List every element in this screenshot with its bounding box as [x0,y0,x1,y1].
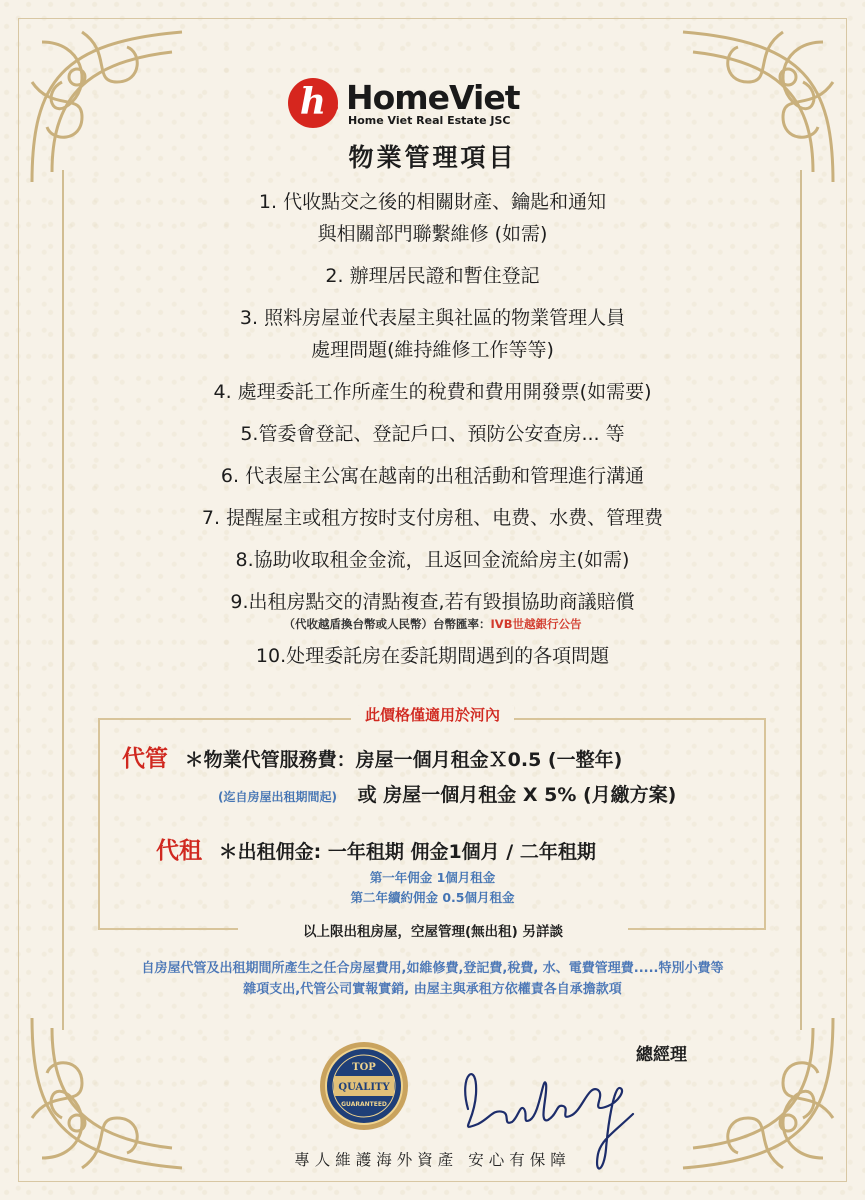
brand-dot [331,104,338,111]
list-item [0,302,865,366]
limit-note: 以上限出租房屋，空屋管理(無出租) 另詳談 [238,918,628,946]
list-item-text-continued: 與相關部門聯繫維修 (如需) [317,223,548,245]
list-item [0,502,865,534]
list-item-text: 3. 照料房屋並代表屋主與社區的物業管理人員 [239,307,626,329]
service-list [0,186,865,672]
management-fee-text: ＊物業代管服務費：房屋一個月租金Ｘ0.5 (一整年) [184,749,623,771]
list-item-text: 9.出租房點交的清點複查,若有毀損協助商議賠償 [230,591,635,613]
list-item [0,544,865,576]
list-item [0,640,865,672]
pricing-header-text: 此價格僅適用於河內 [351,706,514,724]
seal-bottom-text: GUARANTEED [341,1101,387,1108]
disclaimer-line: 自房屋代管及出租期間所產生之任合房屋費用,如維修費,登記費,稅費, 水、電費管理費.....特別小費等 [141,961,724,976]
list-item-text-continued: 處理問題(維持維修工作等等) [311,339,554,361]
rental-note-second-year: 第二年續約佣金 0.5個月租金 [350,890,515,905]
list-item-text: 7. 提醒屋主或租方按时支付房租、电费、水费、管理费 [201,507,664,529]
brand-mark-icon: h [288,78,338,128]
page-title: 物業管理項目 [348,143,517,172]
disclaimer-line: 雜項支出,代管公司實報實銷, 由屋主與承租方依權責各自承擔款項 [243,982,622,997]
management-alt-text: 或 房屋一個月租金 X 5% (月繳方案) [357,784,677,806]
exchange-rate-source: IVB世越銀行公告 [490,617,582,631]
list-item [0,586,865,618]
management-period-note: (迄自房屋出租期間起) [218,790,337,804]
list-item [0,186,865,250]
general-manager-label: 總經理 [636,1045,687,1065]
list-item [0,376,865,408]
list-item-text: 10.处理委託房在委託期間遇到的各項問題 [255,645,610,667]
management-fee-row [122,740,622,773]
pricing-header [0,704,865,725]
fee-disclaimer [60,958,805,1000]
list-item-text: 2. 辦理居民證和暫住登記 [325,265,540,287]
management-alt-row [218,780,676,807]
rental-fee-row [156,832,596,865]
brand-subtitle: Home Viet Real Estate JSC [348,114,511,127]
list-item-text: 1. 代收點交之後的相關財產、鑰匙和通知 [258,191,607,213]
management-tag: 代管 [122,746,168,772]
exchange-rate-prefix: （代收越盾換台幣或人民幣）台幣匯率： [283,617,491,631]
list-item-text: 4. 處理委託工作所產生的稅費和費用開發票(如需要) [213,381,652,403]
quality-seal-icon [318,1040,410,1132]
seal-middle-text: QUALITY [338,1082,390,1093]
rental-note-first-year: 第一年佣金 1個月租金 [369,870,496,885]
rental-tag: 代租 [156,838,202,864]
list-item [0,260,865,292]
list-item-text: 8.協助收取租金金流，且返回金流給房主(如需) [235,549,630,571]
list-item [0,460,865,492]
rental-fee-text: ＊出租佣金: 一年租期 佣金1個月 / 二年租期 [218,841,596,863]
motto: 專人維護海外資產 安心有保障 [294,1151,571,1169]
brand-name: HomeViet [346,78,520,117]
exchange-rate-note [0,616,865,632]
list-item-text: 6. 代表屋主公寓在越南的出租活動和管理進行溝通 [220,465,645,487]
brand-logo [288,78,548,130]
list-item [0,418,865,450]
list-item-text: 5.管委會登記、登記戶口、預防公安查房... 等 [240,423,625,445]
seal-top-text: TOP [352,1062,376,1073]
